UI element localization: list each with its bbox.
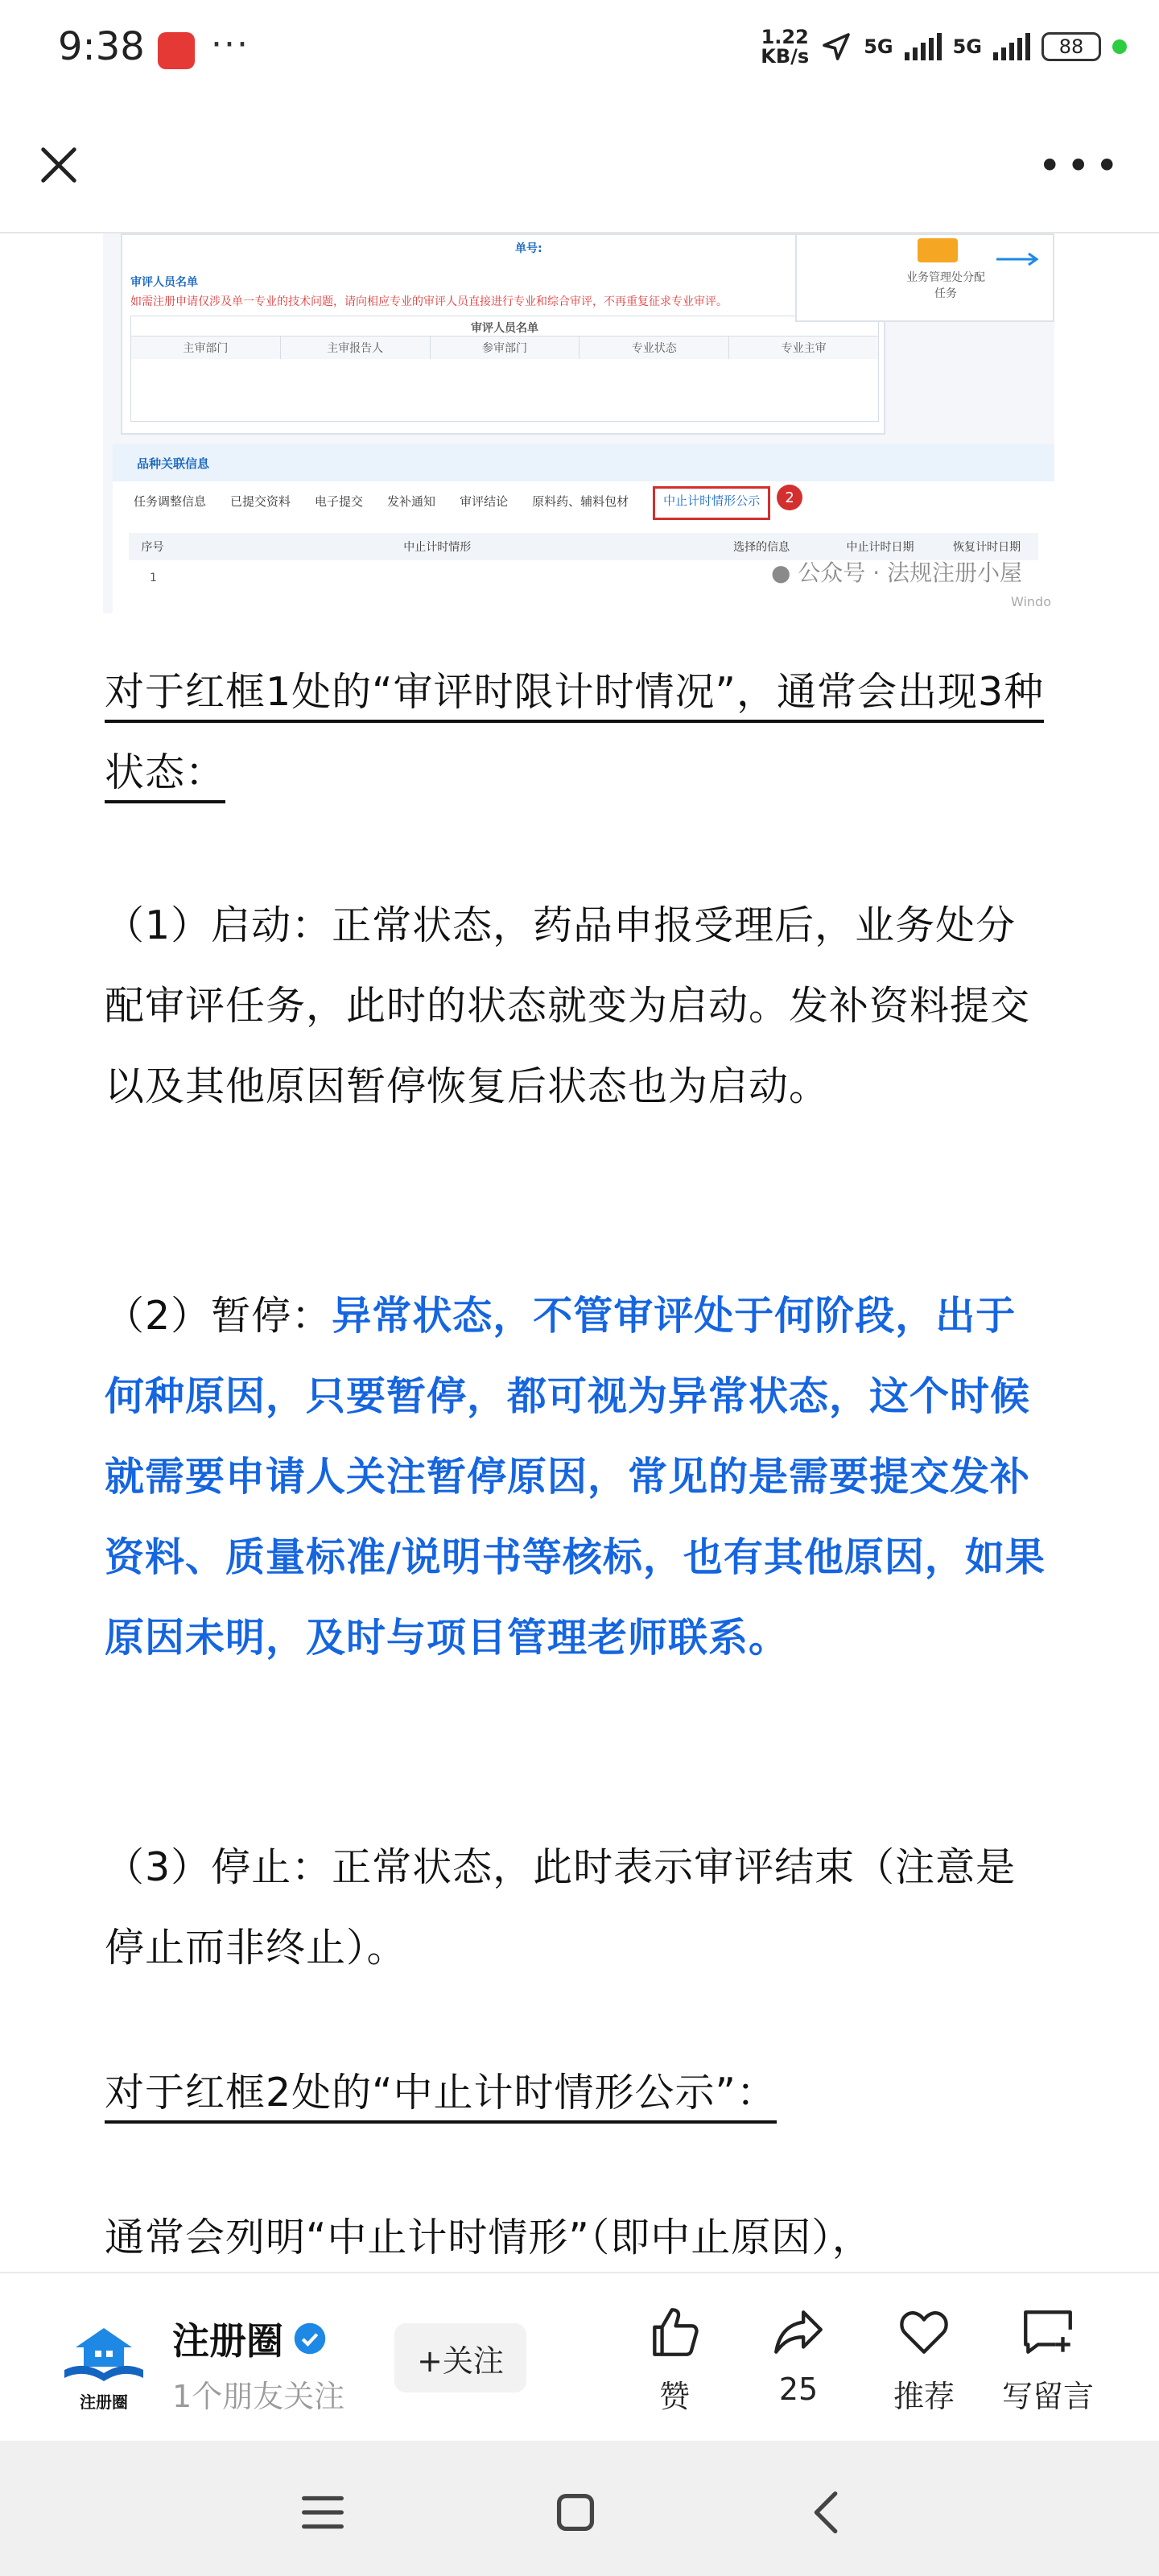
paragraph-list: 通常会列明“中止计时情形”（即中止原因）， — [105, 2215, 872, 2260]
status-bar — [0, 0, 1159, 105]
heading-2: 对于红框2处的“中止计时情形公示”： — [105, 2053, 1054, 2133]
table-header: 主审报告人 — [281, 336, 431, 359]
tab[interactable]: 发补通知 — [387, 494, 436, 509]
table-header: 参审部门 — [431, 336, 580, 359]
flow-label: 业务管理处分配任务 — [906, 271, 985, 300]
followers-count: 1个朋友关注 — [172, 2379, 345, 2414]
bottom-action-bar — [0, 2272, 1159, 2441]
table-header: 恢复计时日期 — [953, 541, 1021, 554]
arrow-right-icon — [995, 251, 1043, 267]
watermark: ● 公众号 · 法规注册小屋 — [770, 559, 1022, 586]
marker-badge: 2 — [777, 485, 802, 510]
more-options-icon[interactable]: ••• — [1037, 142, 1124, 189]
embedded-screenshot — [103, 233, 1054, 613]
tab[interactable]: 已提交资料 — [230, 494, 291, 509]
share-icon — [769, 2302, 828, 2362]
table-header: 专业状态 — [580, 336, 729, 359]
sim2-label: 5G — [952, 35, 982, 58]
status-time: 9:38 — [58, 24, 145, 69]
paragraph-stop: （3）停止：正常状态，此时表示审评结束（注意是停止而非终止）。 — [105, 1844, 1017, 1971]
comment-icon — [1018, 2302, 1078, 2362]
windows-hint: Windo — [1011, 594, 1051, 609]
share-button[interactable]: 25 — [742, 2302, 855, 2407]
close-icon[interactable] — [32, 138, 85, 192]
table-header: 中止计时情形 — [403, 541, 472, 554]
tab[interactable]: 任务调整信息 — [134, 494, 207, 509]
logo-text: 注册圈 — [80, 2392, 128, 2412]
location-icon — [820, 31, 852, 63]
table-header: 序号 — [141, 541, 164, 554]
online-dot — [1112, 39, 1127, 54]
recommend-button[interactable]: 推荐 — [868, 2302, 980, 2416]
verified-icon — [293, 2322, 327, 2355]
tab[interactable]: 原料药、辅料包材 — [532, 494, 629, 509]
signal-icon — [993, 33, 1030, 60]
tab-bar — [113, 481, 1054, 525]
table-header: 主审部门 — [131, 336, 281, 359]
paragraph-pause: （2）暂停：异常状态，不管审评处于何阶段，出于何种原因，只要暂停，都可视为异常状态，这个时候就需要申请人关注暂停原因，常见的是需要提交发补资料、质量标准/说明书等核标，也有其他原因，如果原因未明，及时与项目管理老师联系。 — [105, 1293, 1046, 1661]
paragraph-start: （1）启动：正常状态，药品申报受理后，业务处分配审评任务，此时的状态就变为启动。发补资料提交以及其他原因暂停恢复后状态也为启动。 — [105, 902, 1031, 1109]
tab-suspension-notice[interactable]: 中止计时情形公示 — [653, 486, 770, 520]
more-notifications-icon: ··· — [211, 24, 250, 65]
sim1-label: 5G — [864, 35, 893, 58]
home-icon[interactable] — [547, 2484, 604, 2541]
book-house-icon — [60, 2322, 148, 2386]
account-logo[interactable] — [60, 2322, 148, 2410]
tab[interactable]: 电子提交 — [315, 494, 364, 509]
reviewer-panel — [121, 233, 885, 435]
back-icon[interactable] — [800, 2484, 856, 2541]
heading-1: 对于红框1处的“审评时限计时情况”，通常会出现3种状态： — [105, 652, 1054, 813]
menu-icon[interactable] — [295, 2484, 351, 2541]
thumbs-up-icon — [645, 2302, 704, 2362]
wechat-icon: ● — [770, 559, 791, 586]
table-header: 专业主审 — [781, 342, 827, 355]
highlight-text: 异常状态，不管审评处于何阶段，出于何种原因，只要暂停，都可视为异常状态，这个时候就需要申请人关注暂停原因，常见的是需要提交发补资料、质量标准/说明书等核标，也有其他原因，如果原因未明，及时与项目管理老师联系。 — [105, 1293, 1046, 1661]
table-header: 选择的信息 — [733, 541, 790, 554]
battery-icon: 88 — [1041, 32, 1101, 61]
related-info-section — [113, 444, 1054, 613]
network-speed: 1.22 KB/s — [761, 26, 810, 68]
system-nav-bar — [0, 2441, 1159, 2576]
reviewer-list-title: 审评人员名单 — [130, 276, 198, 289]
table-row: 1 — [150, 572, 157, 584]
top-bar — [0, 105, 1159, 233]
article-content — [0, 233, 1159, 2270]
signal-icon — [905, 33, 942, 60]
like-button[interactable]: 赞 — [618, 2302, 731, 2416]
flow-panel — [795, 233, 1054, 322]
account-name[interactable]: 注册圈 — [172, 2312, 327, 2365]
section-title: 品种关联信息 — [113, 444, 1054, 481]
app-notification-icon — [158, 32, 195, 69]
table-title: 审评人员名单 — [471, 322, 538, 335]
field-label: 单号: — [515, 242, 542, 255]
reviewer-note: 如需注册申请仅涉及单一专业的技术问题，请向相应专业的审评人员直接进行专业和综合审评，不再重复征求专业审评。 — [130, 295, 728, 308]
tab[interactable]: 审评结论 — [460, 494, 509, 509]
follow-button[interactable]: +关注 — [394, 2323, 526, 2392]
heart-icon — [894, 2302, 954, 2362]
table-header: 中止计时日期 — [846, 541, 914, 554]
comment-button[interactable]: 写留言 — [992, 2302, 1104, 2416]
